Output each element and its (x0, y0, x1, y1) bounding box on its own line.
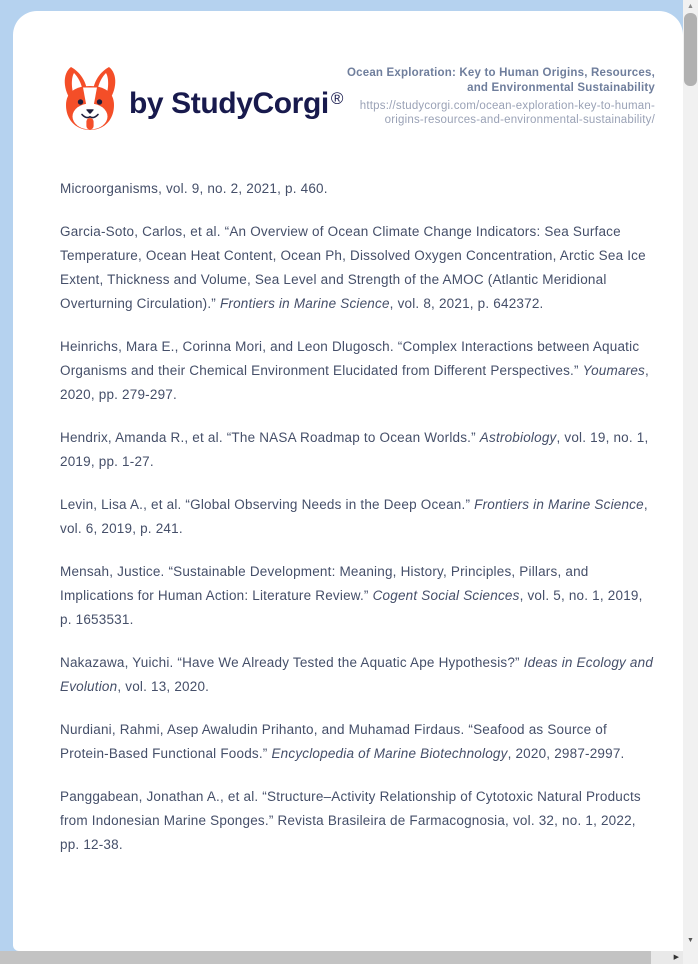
corgi-logo-icon (60, 63, 120, 137)
document-title: Ocean Exploration: Key to Human Origins, Resources, and Environmental Sustainability (347, 67, 655, 94)
reference-entry: Hendrix, Amanda R., et al. “The NASA Roadmap to Ocean Worlds.” Astrobiology, vol. 19, no. 1, 2019, pp. 1-27. (60, 430, 649, 469)
horizontal-scrollbar-thumb[interactable] (0, 951, 651, 964)
references-list (13, 137, 683, 857)
document-url: https://studycorgi.com/ocean-exploration-key-to-human-origins-resources-and-environmental-sustainability/ (359, 100, 655, 126)
reference-entry: Panggabean, Jonathan A., et al. “Structure–Activity Relationship of Cytotoxic Natural Products from Indonesian Marine Sponges.” Revista Brasileira de Farmacognosia, vol. 32, no. 1, 2022, pp. 12-38. (60, 789, 641, 852)
reference-entry: Microorganisms, vol. 9, no. 2, 2021, p. 460. (60, 181, 328, 196)
reference-entry: Nurdiani, Rahmi, Asep Awaludin Prihanto, and Muhamad Firdaus. “Seafood as Source of Protein-Based Functional Foods.” Encyclopedia of Marine Biotechnology, 2020, 2987-2997. (60, 722, 625, 761)
document-card (13, 11, 683, 951)
horizontal-scrollbar[interactable] (0, 951, 683, 964)
scroll-right-icon[interactable]: ▶ (673, 954, 679, 961)
vertical-scrollbar[interactable] (683, 0, 698, 951)
reference-entry: Garcia-Soto, Carlos, et al. “An Overview of Ocean Climate Change Indicators: Sea Surface Temperature, Ocean Heat Content, Ocean Ph, Dissolved Oxygen Concentration, Arctic Sea Ice Extent, Thickness and Volume, Sea Level and Strength of the AMOC (Atlantic Meridional Overturning Circulation).” Frontiers in Marine Science, vol. 8, 2021, p. 642372. (60, 224, 646, 311)
reference-entry: Levin, Lisa A., et al. “Global Observing Needs in the Deep Ocean.” Frontiers in Marine Science, vol. 6, 2019, p. 241. (60, 497, 648, 536)
scrollbar-corner (683, 951, 698, 964)
registered-trademark-icon: ® (330, 89, 343, 108)
vertical-scrollbar-thumb[interactable] (684, 13, 697, 86)
reference-entry: Mensah, Justice. “Sustainable Development: Meaning, History, Principles, Pillars, and Implications for Human Action: Literature Review.” Cogent Social Sciences, vol. 5, no. 1, 2019, p. 1653531. (60, 564, 643, 627)
reference-entry: Heinrichs, Mara E., Corinna Mori, and Leon Dlugosch. “Complex Interactions between Aquatic Organisms and their Chemical Environment Elucidated from Different Perspectives.” Youmares, 2020, pp. 279-297. (60, 339, 649, 402)
studycorgi-logo[interactable] (60, 63, 343, 137)
scroll-down-icon[interactable]: ▼ (687, 937, 694, 944)
scroll-up-icon[interactable]: ▲ (687, 3, 694, 10)
document-header (13, 11, 683, 137)
brand-text: by StudyCorgi ® (129, 87, 343, 120)
reference-entry: Nakazawa, Yuichi. “Have We Already Tested the Aquatic Ape Hypothesis?” Ideas in Ecology and Evolution, vol. 13, 2020. (60, 655, 654, 694)
document-meta (343, 63, 655, 127)
